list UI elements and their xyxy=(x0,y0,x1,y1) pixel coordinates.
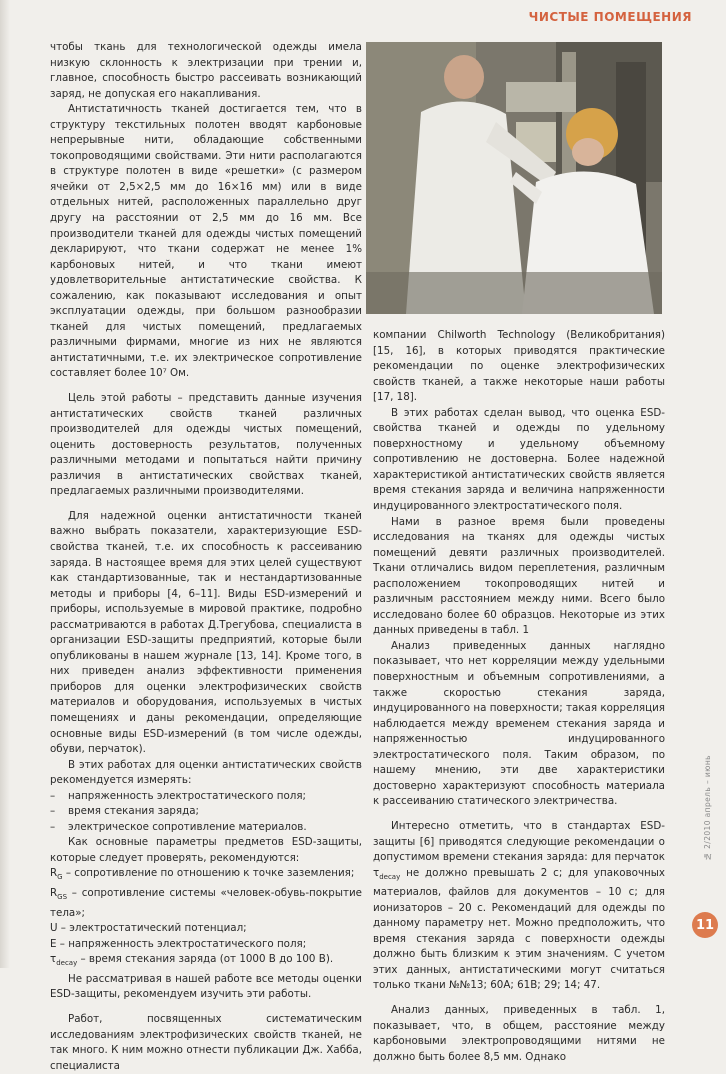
lab-photo xyxy=(366,42,662,314)
paragraph: компании Chilworth Technology (Великобритания) [15, 16], в которых приводятся практические рекомендации по оценке электрофизических свойств тканей, а также некоторые наши работы [17, 18]. xyxy=(373,329,665,404)
paragraph: Работ, посвященных систематическим исследованиям электрофизических свойств тканей, не так много. К ним можно отнести публикации Дж. Хабба, специалиста xyxy=(50,1012,362,1072)
paragraph: Антистатичность тканей достигается тем, что в структуру текстильных полотен вводят карбоновые непрерывные нити, обладающие собственными токопроводящими свойствами. Эти нити располагаются в структуре полотен в виде «решетки» (с размером ячейки от 2,5×2,5 мм до 16×16 мм) или в виде отдельных нитей, расположенных параллельно друг другу на расстоянии от 2,5 мм до 16 мм. Все производители тканей для одежды чистых помещений декларируют, что ткани содержат не менее 1% карбоновых нитей, и что ткани имеют удовлетворительные антистатические свойства. К сожалению, как показывают исследования и опыт эксплуатации одежды, при большом разнообразии тканей для чистых помещений, предлагаемых различными фирмами, многие из них не являются антистатичными, т.е. их электрическое сопротивление составляет более 10⁷ Ом. xyxy=(50,103,362,380)
list-item: – электрическое сопротивление материалов. xyxy=(50,820,362,836)
right-column xyxy=(373,328,665,1065)
section-title: ЧИСТЫЕ ПОМЕЩЕНИЯ xyxy=(528,10,692,24)
issue-label: № 2/2010 апрель – июнь xyxy=(703,755,712,862)
lab-photo-image xyxy=(366,42,662,314)
paragraph: Анализ приведенных данных наглядно показывает, что нет корреляции между удельными поверхностным и объемным сопротивлениями, а также скоростью стекания заряда, индуцированного на поверхности; такая корреляция наблюдается между временем стекания заряда и напряженностью индуцированного электростатического поля. Таким образом, по нашему мнению, эти две характеристики достоверно характеризуют способность материала к рассеиванию статического электричества. xyxy=(373,639,665,808)
paragraph: Для надежной оценки антистатичности тканей важно выбрать показатели, характеризующие ESD-свойства тканей, т.е. их способность к рассеиванию заряда. В настоящее время для этих целей существуют как стандартизованные, так и нестандартизованные методы и приборы [4, 6–11]. Виды ESD-измерений и приборы, используемые в мировой практике, подробно рассматриваются в работах Д.Трегубова, специалиста в организации ESD-защиты предприятий, которые были опубликованы в нашем журнале [13, 14]. Кроме того, в них приведен анализ эффективности применения приборов для оценки электрофизических свойств материалов и оборудования, используемых в чистых помещениях и даны рекомендации, определяющие основные виды ESD-измерений (в том числе одежды, обуви, перчаток). xyxy=(50,509,362,756)
paragraph: чтобы ткань для технологической одежды имела низкую склонность к электризации при трении и, главное, способность быстро рассеивать возникающий заряд, не допуская его накапливания. xyxy=(50,41,362,100)
paragraph: Цель этой работы – представить данные изучения антистатических свойств тканей различных производителей для одежды чистых помещений, оценить достоверность результатов, полученных различными методами и попытаться найти причину различия в антистатических свойствах тканей, предлагаемых различными производителями. xyxy=(50,392,362,498)
paragraph: Как основные параметры предметов ESD-защиты, которые следует проверять, рекомендуются: xyxy=(50,836,362,864)
paragraph: В этих работах для оценки антистатических свойств рекомендуется измерять: xyxy=(50,758,362,787)
definition-item: $\tau_{decay}$ – время стекания заряда (от 1000 В до 100 В). xyxy=(50,953,334,968)
page-number-badge: 11 xyxy=(692,912,718,938)
definition-item: E – напряженность электростатического поля; xyxy=(50,937,307,950)
definition-item: $R_G$ – сопротивление по отношению к точке заземления; xyxy=(50,867,355,882)
left-column xyxy=(50,40,362,1074)
paragraph: В этих работах сделан вывод, что оценка ESD-свойства тканей и одежды по удельному поверхностному и удельному объемному сопротивлению не достоверна. Более надежной характеристикой антистатических свойств является время стекания заряда и величина напряженности индуцированного электростатического поля. xyxy=(373,406,665,513)
paragraph: Нами в разное время были проведены исследования на тканях для одежды чистых помещений девяти различных производителей. Ткани отличались видом переплетения, различным расположением токопроводящих нитей и различным расстоянием между ними. Всего было исследовано более 60 образцов. Некоторые из этих данных приведены в табл. 1 xyxy=(373,515,665,637)
paragraph: Интересно отметить, что в стандартах ESD-защиты [6] приводятся следующие рекомендации о допустимом времени стекания заряда: для перчаток $\tau_{decay}$ не должно превышать 2 с; для упаковочных материалов, файлов для документов – 10 с; для ионизаторов – 20 с. Рекомендаций для одежды по данному параметру нет. Можно предположить, что время стекания заряда с поверхности одежды должно быть близким к этим значениям. С учетом этих данных, антистатическими могут считаться только ткани №№13; 60А; 61В; 29; 14; 47. xyxy=(373,819,665,992)
list-item: – напряженность электростатического поля; xyxy=(50,789,362,805)
definition-item: U – электростатический потенциал; xyxy=(50,922,247,935)
list-item: – время стекания заряда; xyxy=(50,804,362,820)
definition-item: $R_{GS}$ – сопротивление системы «человек-обувь-покрытие тела»; xyxy=(50,887,362,919)
page-edge-shadow xyxy=(0,0,10,968)
paragraph: Не рассматривая в нашей работе все методы оценки ESD-защиты, рекомендуем изучить эти работы. xyxy=(50,972,362,1001)
paragraph: Анализ данных, приведенных в табл. 1, показывает, что, в общем, расстояние между карбоновыми электропроводящими нитями не должно быть более 8,5 мм. Однако xyxy=(373,1004,665,1063)
